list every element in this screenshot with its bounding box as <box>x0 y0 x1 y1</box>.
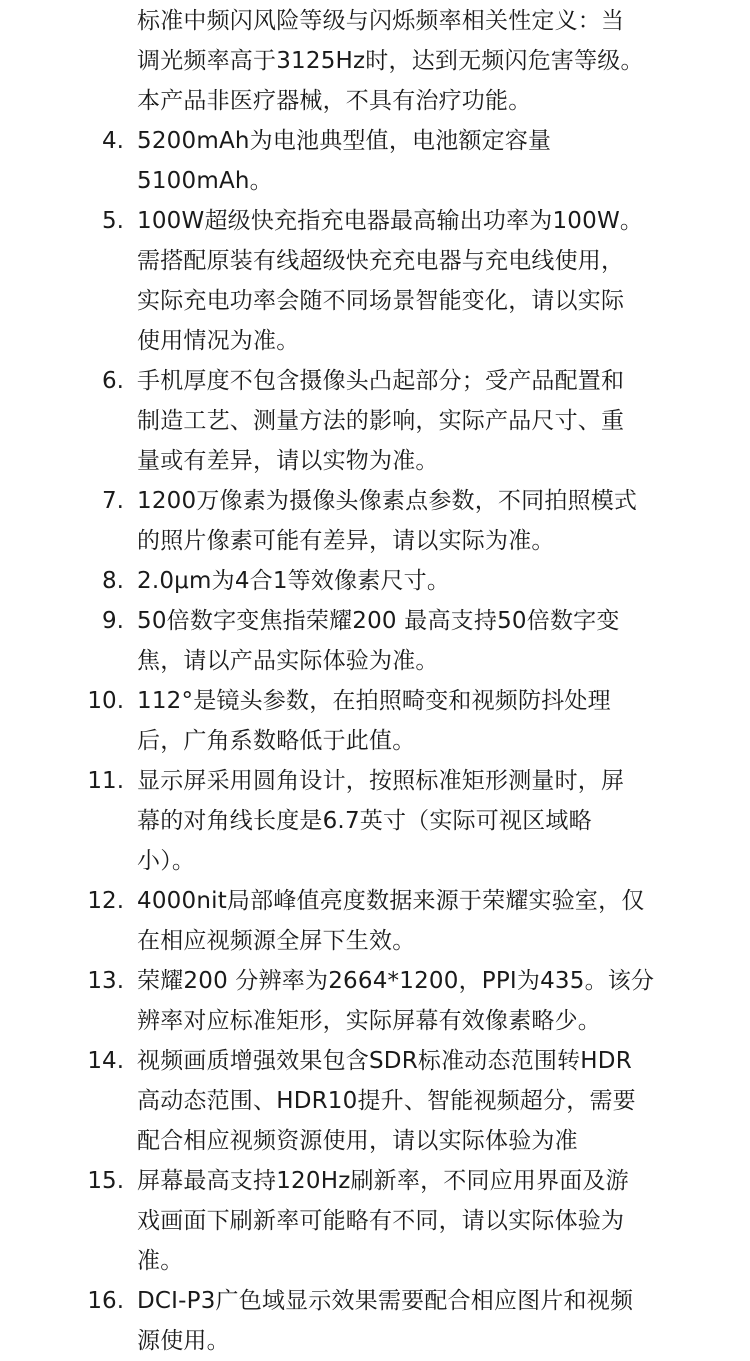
note-line: 源使用。 <box>137 1328 230 1354</box>
note-line: 高动态范围、HDR10提升、智能视频超分，需要 <box>137 1088 636 1114</box>
note-line: 标准中频闪风险等级与闪烁频率相关性定义：当 <box>137 8 625 34</box>
note-number: 12. <box>87 888 124 914</box>
note-text <box>137 961 654 1041</box>
note-line: 后，广角系数略低于此值。 <box>137 728 416 754</box>
note-number: 4. <box>102 128 124 154</box>
note-number: 6. <box>102 368 124 394</box>
note-number: 8. <box>102 568 124 594</box>
note-line: 制造工艺、测量方法的影响，实际产品尺寸、重 <box>137 408 625 434</box>
note-line: 手机厚度不包含摄像头凸起部分；受产品配置和 <box>137 368 625 394</box>
note-text <box>137 1041 636 1161</box>
note-number: 13. <box>87 968 124 994</box>
note-text <box>137 361 624 481</box>
note-number: 15. <box>87 1168 124 1194</box>
note-number: 16. <box>87 1288 124 1314</box>
note-line: 实际充电功率会随不同场景智能变化，请以实际 <box>137 288 625 314</box>
note-line: 1200万像素为摄像头像素点参数，不同拍照模式 <box>137 488 638 514</box>
note-text <box>137 881 645 961</box>
note-line: 5200mAh为电池典型值，电池额定容量 <box>137 128 552 154</box>
note-line: 屏幕最高支持120Hz刷新率，不同应用界面及游 <box>137 1168 629 1194</box>
note-text <box>137 601 620 681</box>
note-text <box>137 1281 633 1361</box>
note-text <box>137 561 450 601</box>
note-line: 戏画面下刷新率可能略有不同，请以实际体验为 <box>137 1208 625 1234</box>
note-line: 2.0μm为4合1等效像素尺寸。 <box>137 568 451 594</box>
note-line: 荣耀200 分辨率为2664*1200，PPI为435。该分 <box>137 968 655 994</box>
note-line: 焦，请以产品实际体验为准。 <box>137 648 439 674</box>
note-line: 幕的对角线长度是6.7英寸（实际可视区域略 <box>137 808 592 834</box>
note-text <box>137 1161 629 1281</box>
note-line: 5100mAh。 <box>137 168 273 194</box>
note-text <box>137 681 611 761</box>
note-line: 视频画质增强效果包含SDR标准动态范围转HDR <box>137 1048 632 1074</box>
note-number: 14. <box>87 1048 124 1074</box>
note-text <box>137 1 644 121</box>
note-line: 100W超级快充指充电器最高输出功率为100W。 <box>137 208 644 234</box>
note-line: 50倍数字变焦指荣耀200 最高支持50倍数字变 <box>137 608 620 634</box>
note-text <box>137 201 643 361</box>
note-number: 5. <box>102 208 124 234</box>
note-line: 的照片像素可能有差异，请以实际为准。 <box>137 528 555 554</box>
note-line: 辨率对应标准矩形，实际屏幕有效像素略少。 <box>137 1008 601 1034</box>
note-number: 11. <box>87 768 124 794</box>
note-text <box>137 481 637 561</box>
note-text <box>137 761 624 881</box>
note-line: 配合相应视频资源使用，请以实际体验为准 <box>137 1128 578 1154</box>
note-line: 在相应视频源全屏下生效。 <box>137 928 416 954</box>
note-line: DCI-P3广色域显示效果需要配合相应图片和视频 <box>137 1288 634 1314</box>
note-line: 需搭配原装有线超级快充充电器与充电线使用， <box>137 248 625 274</box>
note-line: 4000nit局部峰值亮度数据来源于荣耀实验室，仅 <box>137 888 645 914</box>
note-number: 10. <box>87 688 124 714</box>
note-line: 本产品非医疗器械，不具有治疗功能。 <box>137 88 532 114</box>
note-text <box>137 121 551 201</box>
note-line: 调光频率高于3125Hz时，达到无频闪危害等级。 <box>137 48 644 74</box>
note-line: 小）。 <box>137 848 196 874</box>
note-line: 使用情况为准。 <box>137 328 300 354</box>
note-number: 7. <box>102 488 124 514</box>
note-line: 112°是镜头参数，在拍照畸变和视频防抖处理 <box>137 688 611 714</box>
note-line: 准。 <box>137 1248 184 1274</box>
note-number: 9. <box>102 608 124 634</box>
note-line: 显示屏采用圆角设计，按照标准矩形测量时，屏 <box>137 768 625 794</box>
note-line: 量或有差异，请以实物为准。 <box>137 448 439 474</box>
